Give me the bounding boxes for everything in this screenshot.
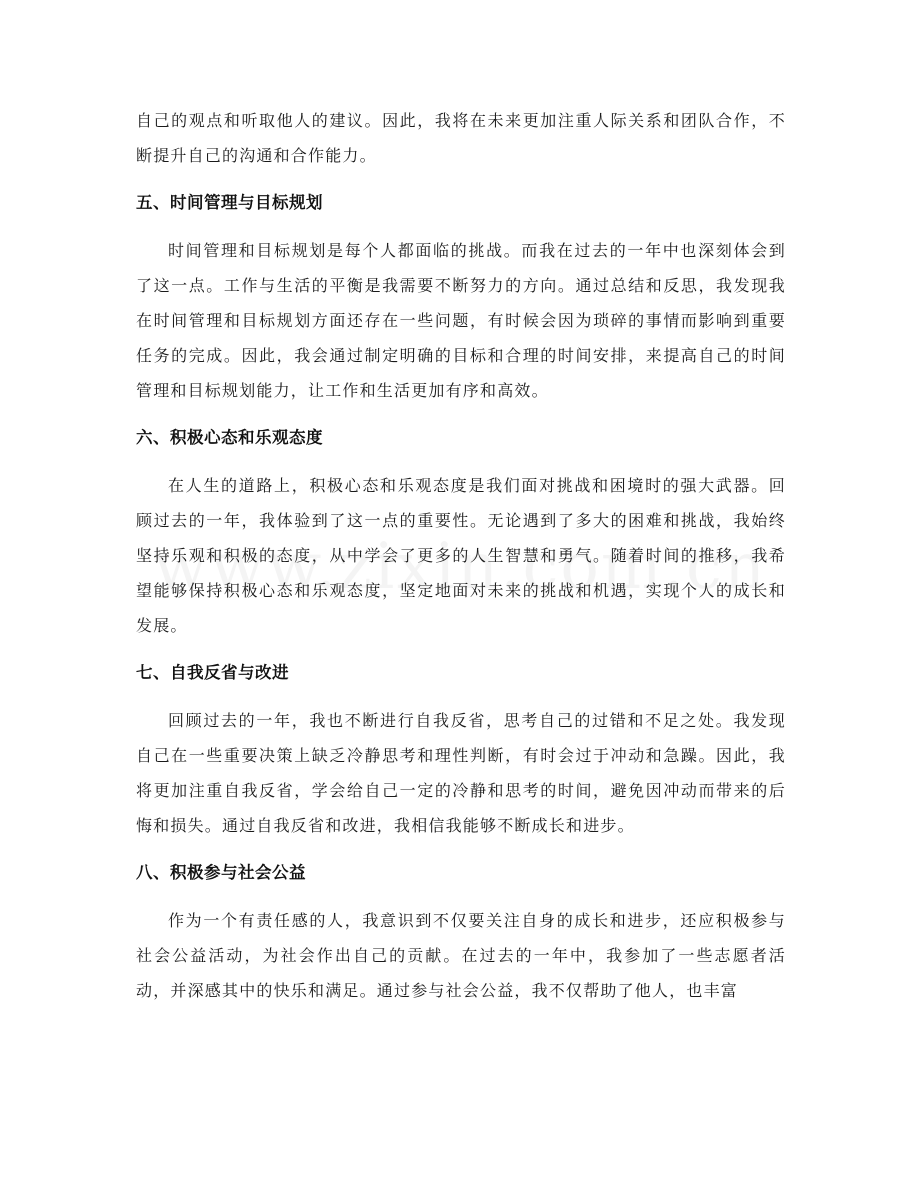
document-body bbox=[136, 103, 786, 1008]
section-heading-self-reflection: 七、自我反省与改进 bbox=[136, 663, 289, 682]
section-heading-time-management: 五、时间管理与目标规划 bbox=[136, 193, 323, 212]
section-body-time-management: 时间管理和目标规划是每个人都面临的挑战。而我在过去的一年中也深刻体会到了这一点。工作与生活的平衡是我需要不断努力的方向。通过总结和反思，我发现我在时间管理和目标规划方面还存在一些问题，有时候会因为琐碎的事情而影响到重要任务的完成。因此，我会通过制定明确的目标和合理的时间安排，来提高自己的时间管理和目标规划能力，让工作和生活更加有序和高效。 bbox=[136, 241, 786, 400]
section-body-positive-attitude: 在人生的道路上，积极心态和乐观态度是我们面对挑战和困境时的强大武器。回顾过去的一年，我体验到了这一点的重要性。无论遇到了多大的困难和挑战，我始终坚持乐观和积极的态度，从中学会了更多的人生智慧和勇气。随着时间的推移，我希望能够保持积极心态和乐观态度，坚定地面对未来的挑战和机遇，实现个人的成长和发展。 bbox=[136, 476, 786, 635]
section-body-public-welfare: 作为一个有责任感的人，我意识到不仅要关注自身的成长和进步，还应积极参与社会公益活动，为社会作出自己的贡献。在过去的一年中，我参加了一些志愿者活动，并深感其中的快乐和满足。通过参与社会公益，我不仅帮助了他人，也丰富 bbox=[136, 911, 786, 1000]
section-heading-public-welfare: 八、积极参与社会公益 bbox=[136, 863, 306, 882]
section-body-self-reflection: 回顾过去的一年，我也不断进行自我反省，思考自己的过错和不足之处。我发现自己在一些重要决策上缺乏冷静思考和理性判断，有时会过于冲动和急躁。因此，我将更加注重自我反省，学会给自己一定的冷静和思考的时间，避免因冲动而带来的后悔和损失。通过自我反省和改进，我相信我能够不断成长和进步。 bbox=[136, 711, 786, 835]
section-heading-positive-attitude: 六、积极心态和乐观态度 bbox=[136, 428, 323, 447]
paragraph-continued: 自己的观点和听取他人的建议。因此，我将在未来更加注重人际关系和团队合作，不断提升自己的沟通和合作能力。 bbox=[136, 111, 786, 165]
